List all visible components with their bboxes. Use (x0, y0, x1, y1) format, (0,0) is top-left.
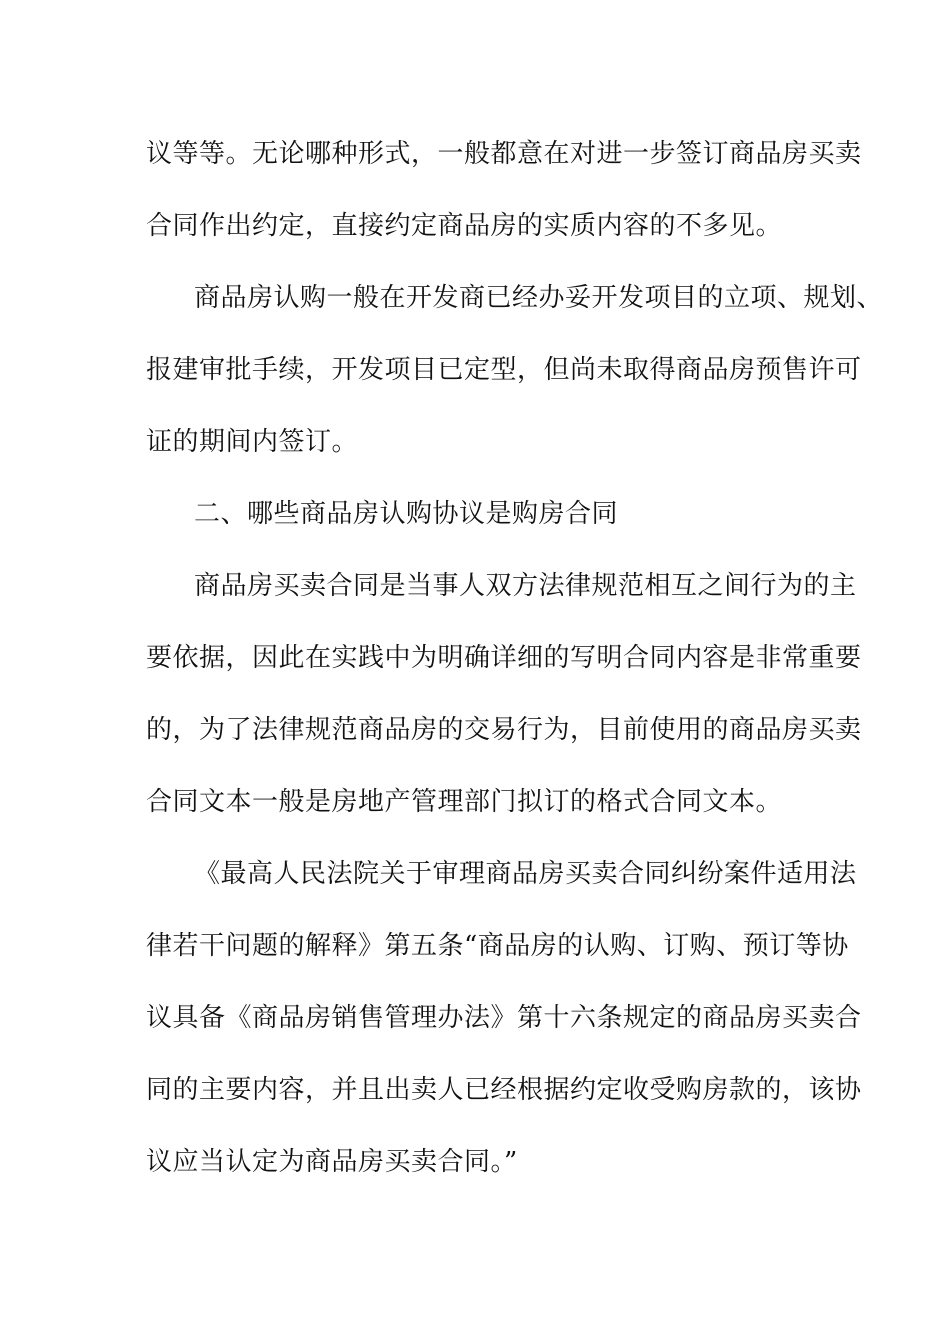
text-line: 议等等。无论哪种形式，一般都意在对进一步签订商品房买卖 (146, 139, 862, 169)
text-line: 律若干问题的解释》第五条“商品房的认购、订购、预订等协 (146, 931, 849, 961)
text-line: 证的期间内签订。 (146, 427, 359, 457)
text-line: 议具备《商品房销售管理办法》第十六条规定的商品房买卖合 (146, 1003, 862, 1033)
paragraph-start-line: 商品房认购一般在开发商已经办妥开发项目的立项、规划、 (194, 283, 884, 313)
text-line: 同的主要内容，并且出卖人已经根据约定收受购房款的，该协 (146, 1075, 862, 1105)
paragraph-start-line: 商品房买卖合同是当事人双方法律规范相互之间行为的主 (194, 571, 857, 601)
text-line: 合同作出约定，直接约定商品房的实质内容的不多见。 (146, 211, 783, 241)
paragraph-start-line: 《最高人民法院关于审理商品房买卖合同纠纷案件适用法 (194, 859, 857, 889)
text-line: 的，为了法律规范商品房的交易行为，目前使用的商品房买卖 (146, 715, 862, 745)
text-line: 报建审批手续，开发项目已定型，但尚未取得商品房预售许可 (146, 355, 862, 385)
text-line: 议应当认定为商品房买卖合同。” (146, 1147, 518, 1177)
text-line: 合同文本一般是房地产管理部门拟订的格式合同文本。 (146, 787, 783, 817)
text-line: 要依据，因此在实践中为明确详细的写明合同内容是非常重要 (146, 643, 862, 673)
section-heading: 二、哪些商品房认购协议是购房合同 (194, 499, 619, 529)
